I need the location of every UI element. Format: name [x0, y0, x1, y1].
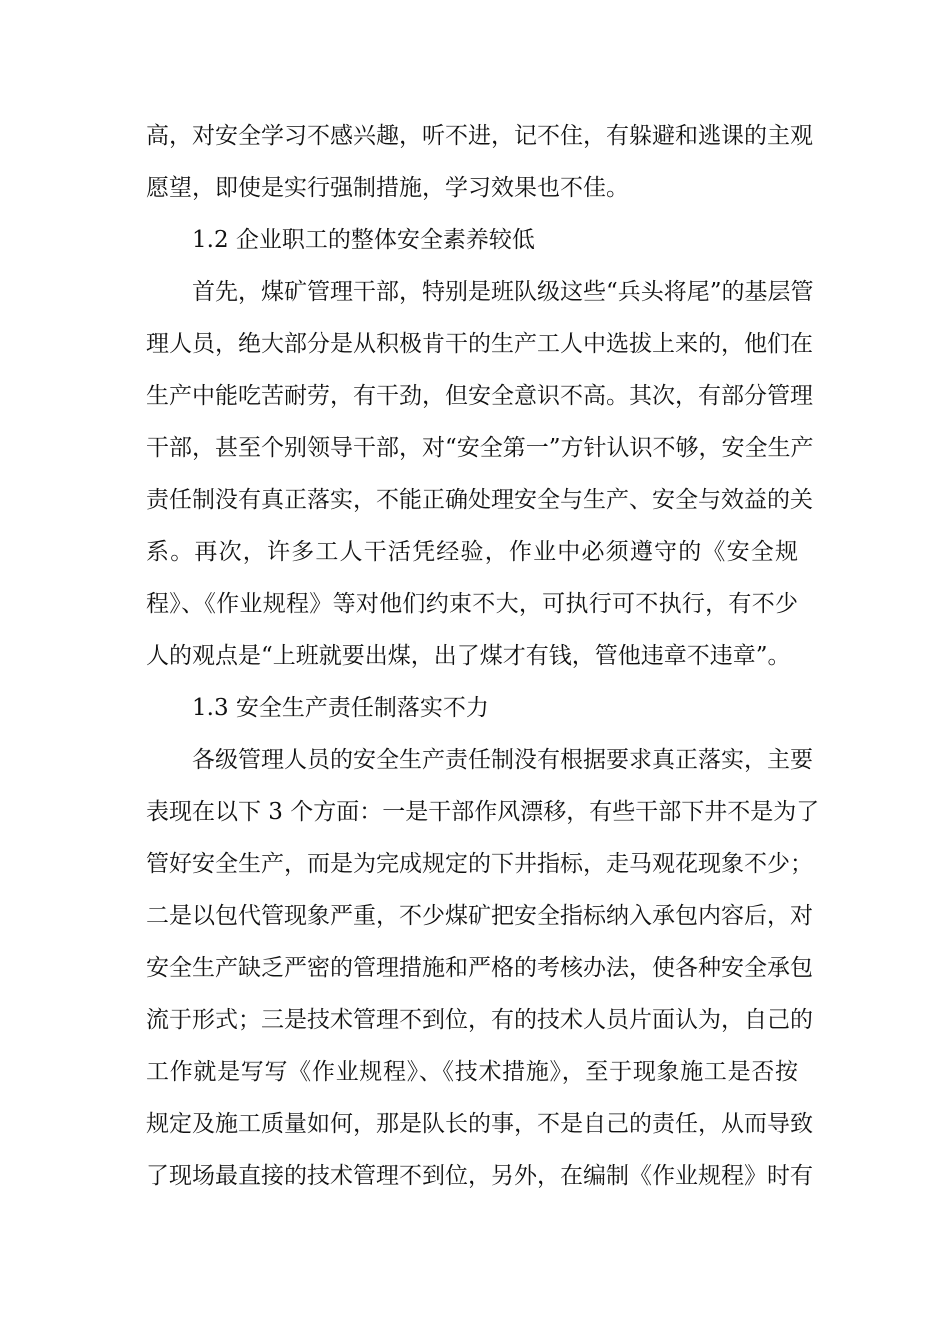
paragraph-line: 各级管理人员的安全生产责任制没有根据要求真正落实，主要 [192, 747, 813, 773]
section-heading-1-2: 1.2 企业职工的整体安全素养较低 [192, 227, 535, 253]
paragraph-line: 责任制没有真正落实，不能正确处理安全与生产、安全与效益的关 [146, 487, 813, 513]
paragraph-line: 干部，甚至个别领导干部，对“安全第一”方针认识不够，安全生产 [146, 435, 814, 461]
paragraph-line: 流于形式；三是技术管理不到位，有的技术人员片面认为，自己的 [146, 1007, 813, 1033]
paragraph-line: 二是以包代管现象严重，不少煤矿把安全指标纳入承包内容后，对 [146, 903, 813, 929]
paragraph-line: 愿望，即使是实行强制措施，学习效果也不佳。 [146, 175, 629, 201]
paragraph-line: 安全生产缺乏严密的管理措施和严格的考核办法，使各种安全承包 [146, 955, 813, 981]
paragraph-line: 系。再次，许多工人干活凭经验，作业中必须遵守的《安全规 [146, 539, 798, 565]
paragraph-line: 首先，煤矿管理干部，特别是班队级这些“兵头将尾”的基层管 [192, 279, 814, 305]
paragraph-line: 了现场最直接的技术管理不到位，另外，在编制《作业规程》时有 [146, 1163, 813, 1189]
paragraph-line: 高，对安全学习不感兴趣，听不进，记不住，有躲避和逃课的主观 [146, 123, 813, 149]
section-heading-1-3: 1.3 安全生产责任制落实不力 [192, 695, 489, 721]
paragraph-line: 管好安全生产，而是为完成规定的下井指标，走马观花现象不少； [146, 851, 813, 877]
paragraph-line: 程》、《作业规程》等对他们约束不大，可执行可不执行，有不少 [146, 591, 798, 617]
paragraph-line: 规定及施工质量如何，那是队长的事，不是自己的责任，从而导致 [146, 1111, 813, 1137]
paragraph-line: 生产中能吃苦耐劳，有干劲，但安全意识不高。其次，有部分管理 [146, 383, 813, 409]
paragraph-line: 表现在以下 3 个方面：一是干部作风漂移，有些干部下井不是为了 [146, 799, 820, 825]
paragraph-line: 工作就是写写《作业规程》、《技术措施》，至于现象施工是否按 [146, 1059, 798, 1085]
paragraph-line: 理人员，绝大部分是从积极肯干的生产工人中选拔上来的，他们在 [146, 331, 813, 357]
paragraph-line: 人的观点是“上班就要出煤，出了煤才有钱，管他违章不违章”。 [146, 643, 791, 669]
